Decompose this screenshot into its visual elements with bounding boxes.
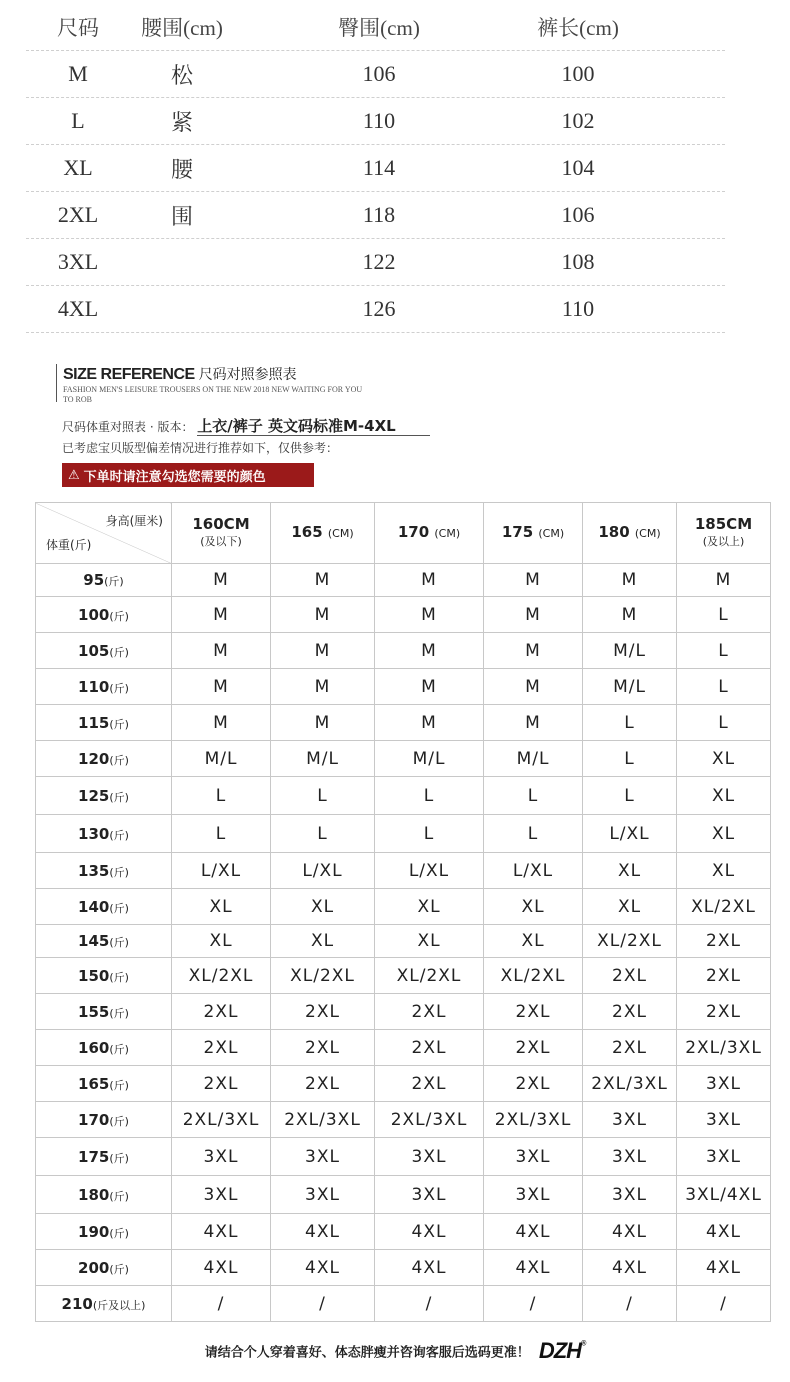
size-table-cell: 3XL <box>57 249 99 274</box>
registered-mark: ® <box>581 1340 586 1348</box>
weight-unit: (斤) <box>109 970 129 984</box>
size-recommendation-cell: 2XL <box>677 958 771 994</box>
size-recommendation-cell: 2XL <box>677 994 771 1030</box>
size-table-header-cell: 尺码 <box>57 16 99 40</box>
weight-value: 210 <box>61 1294 93 1313</box>
size-recommendation-cell: / <box>583 1286 677 1322</box>
size-recommendation-cell: M <box>677 564 771 597</box>
weight-row <box>36 815 771 853</box>
size-recommendation-cell: M <box>484 597 583 633</box>
weight-unit: (斤) <box>109 645 129 659</box>
size-recommendation-cell: 2XL <box>484 1030 583 1066</box>
size-recommendation-cell: 2XL <box>172 1066 271 1102</box>
size-recommendation-cell: L <box>677 669 771 705</box>
warning-triangle-icon: ⚠ <box>68 467 80 483</box>
size-recommendation-cell: 4XL <box>583 1214 677 1250</box>
height-column-header <box>583 503 677 564</box>
size-recommendation-cell: M <box>583 564 677 597</box>
size-recommendation-cell: 4XL <box>172 1250 271 1286</box>
version-line <box>62 415 430 436</box>
size-recommendation-cell: M <box>375 705 484 741</box>
title-subtitle: FASHION MEN'S LEISURE TROUSERS ON THE NEW 2018 NEW WAITING FOR YOU TO ROB <box>63 385 363 404</box>
size-recommendation-cell: M <box>375 597 484 633</box>
size-recommendation-cell: 2XL <box>677 925 771 958</box>
weight-cell <box>36 1030 172 1066</box>
weight-value: 170 <box>78 1110 110 1129</box>
size-recommendation-cell: 3XL <box>375 1176 484 1214</box>
weight-unit: (斤) <box>109 790 129 804</box>
size-table-cell: M <box>68 61 88 86</box>
size-recommendation-cell: M <box>172 669 271 705</box>
size-recommendation-cell: M <box>271 705 375 741</box>
weight-cell <box>36 633 172 669</box>
weight-unit: (斤) <box>109 1006 129 1020</box>
weight-row <box>36 958 771 994</box>
size-table-header-cell: 臀围(cm) <box>338 16 420 40</box>
size-recommendation-cell: 4XL <box>172 1214 271 1250</box>
size-recommendation-cell: 4XL <box>677 1214 771 1250</box>
weight-value: 120 <box>78 749 110 768</box>
weight-row <box>36 564 771 597</box>
size-recommendation-cell: XL/2XL <box>172 958 271 994</box>
size-recommendation-cell: 2XL/3XL <box>375 1102 484 1138</box>
weight-row <box>36 994 771 1030</box>
size-recommendation-cell: 2XL/3XL <box>677 1030 771 1066</box>
size-recommendation-cell: XL <box>375 925 484 958</box>
grid-header-row <box>36 503 771 564</box>
size-table-cell: 114 <box>362 155 396 180</box>
size-recommendation-cell: 3XL <box>375 1138 484 1176</box>
size-recommendation-cell: L <box>375 777 484 815</box>
size-recommendation-cell: M <box>271 597 375 633</box>
weight-unit: (斤及以上) <box>92 1298 146 1312</box>
weight-cell <box>36 1176 172 1214</box>
size-recommendation-cell: 4XL <box>484 1250 583 1286</box>
size-table-row <box>26 98 725 145</box>
size-recommendation-cell: M/L <box>375 741 484 777</box>
size-recommendation-cell: M <box>271 633 375 669</box>
weight-cell <box>36 1286 172 1322</box>
weight-unit: (斤) <box>109 901 129 915</box>
size-recommendation-cell: 3XL/4XL <box>677 1176 771 1214</box>
size-recommendation-cell: / <box>271 1286 375 1322</box>
weight-row <box>36 1102 771 1138</box>
weight-unit: (斤) <box>109 1151 129 1165</box>
size-recommendation-cell: 3XL <box>583 1138 677 1176</box>
weight-value: 145 <box>78 932 110 950</box>
weight-row <box>36 705 771 741</box>
size-table-cell: L <box>71 108 85 133</box>
size-recommendation-cell: 3XL <box>172 1176 271 1214</box>
size-recommendation-cell: L <box>172 777 271 815</box>
size-table-cell: 104 <box>561 155 595 180</box>
size-recommendation-cell: XL <box>677 815 771 853</box>
size-recommendation-cell: M <box>172 597 271 633</box>
brand-logo-text: DZH <box>538 1338 582 1363</box>
size-recommendation-cell: 4XL <box>271 1250 375 1286</box>
weight-unit: (斤) <box>109 609 129 623</box>
size-recommendation-cell: M/L <box>484 741 583 777</box>
weight-row <box>36 741 771 777</box>
weight-cell <box>36 564 172 597</box>
weight-cell <box>36 777 172 815</box>
size-recommendation-cell: M <box>271 564 375 597</box>
weight-cell <box>36 1250 172 1286</box>
size-recommendation-cell: XL <box>484 889 583 925</box>
size-recommendation-cell: XL <box>375 889 484 925</box>
weight-cell <box>36 741 172 777</box>
size-table-cell: 110 <box>362 108 396 133</box>
size-recommendation-cell: 2XL <box>271 1066 375 1102</box>
size-table-header <box>26 4 725 51</box>
weight-row <box>36 1214 771 1250</box>
size-recommendation-cell: 4XL <box>677 1250 771 1286</box>
weight-cell <box>36 597 172 633</box>
size-recommendation-cell: 4XL <box>375 1214 484 1250</box>
weight-unit: (斤) <box>109 1262 129 1276</box>
corner-weight-label: 体重(斤) <box>46 538 92 552</box>
height-unit: (CM) <box>327 527 354 540</box>
weight-unit: (斤) <box>109 936 129 949</box>
weight-value: 180 <box>78 1185 110 1204</box>
size-recommendation-cell: L <box>271 777 375 815</box>
size-recommendation-cell: 3XL <box>583 1102 677 1138</box>
size-recommendation-cell: / <box>677 1286 771 1322</box>
size-recommendation-cell: 2XL/3XL <box>172 1102 271 1138</box>
size-recommendation-cell: 3XL <box>484 1138 583 1176</box>
size-recommendation-cell: XL <box>271 925 375 958</box>
height-value: 170 <box>397 523 430 541</box>
weight-value: 95 <box>83 571 105 589</box>
size-recommendation-cell: 3XL <box>677 1066 771 1102</box>
size-table-row <box>26 145 725 192</box>
weight-value: 100 <box>78 605 110 624</box>
weight-row <box>36 633 771 669</box>
weight-row <box>36 1030 771 1066</box>
size-recommendation-cell: M <box>484 633 583 669</box>
size-table-cell: 2XL <box>57 202 99 227</box>
size-recommendation-cell: 2XL <box>172 1030 271 1066</box>
size-recommendation-cell: L/XL <box>172 853 271 889</box>
height-unit: (CM) <box>634 527 661 540</box>
size-recommendation-cell: XL <box>677 777 771 815</box>
size-recommendation-cell: 4XL <box>484 1214 583 1250</box>
weight-unit: (斤) <box>109 828 129 842</box>
size-recommendation-cell: M/L <box>172 741 271 777</box>
size-recommendation-cell: L <box>271 815 375 853</box>
size-recommendation-cell: L/XL <box>484 853 583 889</box>
height-column-header <box>172 503 271 564</box>
weight-row <box>36 777 771 815</box>
size-reference-title <box>56 364 363 402</box>
weight-cell <box>36 958 172 994</box>
weight-row <box>36 1066 771 1102</box>
weight-unit: (斤) <box>109 681 129 695</box>
size-table-cell: 紧 <box>170 109 193 135</box>
weight-unit: (斤) <box>109 753 129 767</box>
weight-unit: (斤) <box>104 575 124 588</box>
size-recommendation-cell: L <box>583 741 677 777</box>
height-unit: (CM) <box>434 527 461 540</box>
size-recommendation-cell: XL <box>172 925 271 958</box>
weight-row <box>36 1176 771 1214</box>
size-recommendation-cell: M <box>375 669 484 705</box>
size-recommendation-cell: 2XL <box>583 958 677 994</box>
size-recommendation-cell: 2XL <box>271 1030 375 1066</box>
size-recommendation-cell: L <box>677 633 771 669</box>
weight-unit: (斤) <box>109 1226 129 1240</box>
size-recommendation-cell: M <box>583 597 677 633</box>
size-recommendation-cell: M <box>271 669 375 705</box>
size-recommendation-cell: / <box>484 1286 583 1322</box>
size-recommendation-cell: M <box>375 633 484 669</box>
size-recommendation-cell: L <box>677 597 771 633</box>
weight-cell <box>36 994 172 1030</box>
size-recommendation-cell: 3XL <box>583 1176 677 1214</box>
weight-unit: (斤) <box>109 865 129 879</box>
size-table-cell: 106 <box>561 202 595 227</box>
height-column-header <box>677 503 771 564</box>
weight-cell <box>36 1102 172 1138</box>
height-column-header <box>271 503 375 564</box>
size-recommendation-cell: M/L <box>583 633 677 669</box>
weight-row <box>36 597 771 633</box>
size-recommendation-cell: 2XL/3XL <box>484 1102 583 1138</box>
size-table-cell: 围 <box>170 203 193 229</box>
weight-row <box>36 889 771 925</box>
weight-cell <box>36 1214 172 1250</box>
size-recommendation-cell: 2XL <box>375 994 484 1030</box>
size-recommendation-cell: 2XL <box>375 1066 484 1102</box>
size-recommendation-cell: 3XL <box>484 1176 583 1214</box>
size-recommendation-cell: 2XL <box>484 1066 583 1102</box>
size-recommendation-cell: 4XL <box>375 1250 484 1286</box>
size-table <box>26 4 725 333</box>
weight-value: 190 <box>78 1222 110 1241</box>
size-table-row <box>26 51 725 98</box>
size-recommendation-cell: XL <box>484 925 583 958</box>
size-recommendation-cell: XL/2XL <box>271 958 375 994</box>
size-recommendation-cell: L/XL <box>271 853 375 889</box>
size-recommendation-cell: L <box>375 815 484 853</box>
size-recommendation-cell: / <box>172 1286 271 1322</box>
size-recommendation-cell: M <box>172 633 271 669</box>
size-recommendation-cell: L <box>677 705 771 741</box>
size-recommendation-cell: XL/2XL <box>677 889 771 925</box>
size-table-header-cell: 裤长(cm) <box>537 16 619 40</box>
weight-cell <box>36 1066 172 1102</box>
size-recommendation-cell: L <box>484 815 583 853</box>
size-recommendation-cell: 2XL <box>583 994 677 1030</box>
version-value: 上衣/裤子 英文码标准M-4XL <box>197 417 429 436</box>
size-table-cell: 102 <box>561 108 595 133</box>
size-recommendation-cell: / <box>375 1286 484 1322</box>
size-recommendation-cell: M/L <box>583 669 677 705</box>
size-recommendation-cell: XL <box>677 741 771 777</box>
size-recommendation-cell: 2XL/3XL <box>583 1066 677 1102</box>
size-recommendation-cell: 2XL <box>172 994 271 1030</box>
weight-row <box>36 1286 771 1322</box>
size-table-cell: 100 <box>561 61 595 86</box>
height-qualifier: (及以上) <box>702 535 745 548</box>
size-recommendation-cell: 3XL <box>677 1102 771 1138</box>
size-table-cell: 腰 <box>170 156 193 182</box>
height-value: 165 <box>291 523 323 541</box>
size-recommendation-cell: M <box>484 564 583 597</box>
weight-value: 165 <box>78 1074 110 1093</box>
size-recommendation-cell: L/XL <box>583 815 677 853</box>
size-table-header-cell: 腰围(cm) <box>141 16 223 40</box>
weight-value: 110 <box>78 677 110 696</box>
weight-unit: (斤) <box>109 1114 129 1128</box>
size-recommendation-cell: XL <box>677 853 771 889</box>
size-recommendation-cell: 2XL <box>484 994 583 1030</box>
size-table-cell: XL <box>63 155 93 180</box>
height-weight-grid <box>35 502 771 1322</box>
size-recommendation-cell: 3XL <box>172 1138 271 1176</box>
height-value: 175 <box>501 523 534 541</box>
size-table-row <box>26 192 725 239</box>
size-recommendation-cell: M/L <box>271 741 375 777</box>
size-table-cell: 106 <box>362 61 396 86</box>
size-table-cell: 松 <box>170 62 193 88</box>
weight-row <box>36 669 771 705</box>
weight-cell <box>36 1138 172 1176</box>
size-recommendation-cell: XL/2XL <box>375 958 484 994</box>
recommendation-note: 已考虑宝贝版型偏差情况进行推荐如下，仅供参考： <box>62 441 339 455</box>
warning-text: 下单时请注意勾选您需要的颜色 <box>83 469 266 485</box>
height-value: 180 <box>598 523 630 541</box>
size-recommendation-cell: XL <box>172 889 271 925</box>
height-qualifier: (及以下) <box>200 535 242 548</box>
weight-value: 140 <box>78 897 110 916</box>
footer-text: 请结合个人穿着喜好、体态胖瘦并咨询客服后选码更准！ <box>204 1345 530 1361</box>
weight-unit: (斤) <box>109 717 129 731</box>
size-recommendation-cell: L <box>583 705 677 741</box>
size-table-cell: 122 <box>362 249 396 274</box>
weight-cell <box>36 815 172 853</box>
height-unit: (CM) <box>538 527 565 540</box>
weight-value: 115 <box>78 713 110 732</box>
size-recommendation-cell: 3XL <box>271 1138 375 1176</box>
weight-cell <box>36 705 172 741</box>
size-recommendation-cell: 4XL <box>583 1250 677 1286</box>
size-recommendation-cell: XL <box>583 853 677 889</box>
weight-cell <box>36 925 172 958</box>
size-table-row <box>26 239 725 286</box>
weight-value: 175 <box>78 1147 110 1166</box>
size-table-cell: 110 <box>561 296 595 321</box>
size-recommendation-cell: 3XL <box>271 1176 375 1214</box>
weight-unit: (斤) <box>109 1189 129 1203</box>
size-recommendation-cell: M <box>172 564 271 597</box>
weight-value: 160 <box>78 1038 110 1057</box>
size-recommendation-cell: XL/2XL <box>583 925 677 958</box>
size-table-row <box>26 286 725 333</box>
size-table-cell: 4XL <box>57 296 99 321</box>
size-recommendation-cell: M <box>172 705 271 741</box>
weight-value: 135 <box>78 861 110 880</box>
version-label: 尺码体重对照表 · 版本： <box>62 420 194 434</box>
size-recommendation-cell: 2XL <box>583 1030 677 1066</box>
size-table-cell: 108 <box>561 249 595 274</box>
size-recommendation-cell: L <box>484 777 583 815</box>
color-warning-badge <box>62 463 314 487</box>
size-recommendation-cell: L <box>172 815 271 853</box>
size-recommendation-cell: XL/2XL <box>484 958 583 994</box>
height-column-header <box>484 503 583 564</box>
size-recommendation-cell: 2XL <box>271 994 375 1030</box>
weight-unit: (斤) <box>109 1078 129 1092</box>
weight-value: 200 <box>78 1258 110 1277</box>
grid-body <box>36 564 771 1322</box>
grid-corner-cell <box>36 503 172 564</box>
weight-value: 130 <box>78 824 110 843</box>
weight-cell <box>36 853 172 889</box>
size-recommendation-cell: L/XL <box>375 853 484 889</box>
size-recommendation-cell: M <box>484 705 583 741</box>
size-table-cell: 126 <box>362 296 396 321</box>
corner-height-label: 身高(厘米) <box>105 514 163 528</box>
title-en: SIZE REFERENCE <box>63 366 195 383</box>
height-value: 160CM <box>192 515 250 533</box>
size-recommendation-cell: 4XL <box>271 1214 375 1250</box>
brand-logo <box>539 1338 585 1363</box>
weight-value: 155 <box>78 1002 110 1021</box>
weight-value: 150 <box>78 966 110 985</box>
size-recommendation-cell: 2XL/3XL <box>271 1102 375 1138</box>
weight-value: 105 <box>78 641 110 660</box>
weight-cell <box>36 889 172 925</box>
footer <box>0 1338 790 1364</box>
size-recommendation-cell: M <box>375 564 484 597</box>
weight-unit: (斤) <box>109 1042 129 1056</box>
weight-value: 125 <box>78 786 110 805</box>
size-table-cell: 118 <box>362 202 396 227</box>
weight-row <box>36 1250 771 1286</box>
size-recommendation-cell: XL <box>271 889 375 925</box>
size-recommendation-cell: M <box>484 669 583 705</box>
size-recommendation-cell: 2XL <box>375 1030 484 1066</box>
size-recommendation-cell: L <box>583 777 677 815</box>
size-recommendation-cell: XL <box>583 889 677 925</box>
height-column-header <box>375 503 484 564</box>
weight-row <box>36 1138 771 1176</box>
weight-row <box>36 925 771 958</box>
weight-cell <box>36 669 172 705</box>
height-value: 185CM <box>694 515 753 533</box>
size-recommendation-cell: 3XL <box>677 1138 771 1176</box>
weight-row <box>36 853 771 889</box>
title-cn: 尺码对照参照表 <box>198 367 297 383</box>
